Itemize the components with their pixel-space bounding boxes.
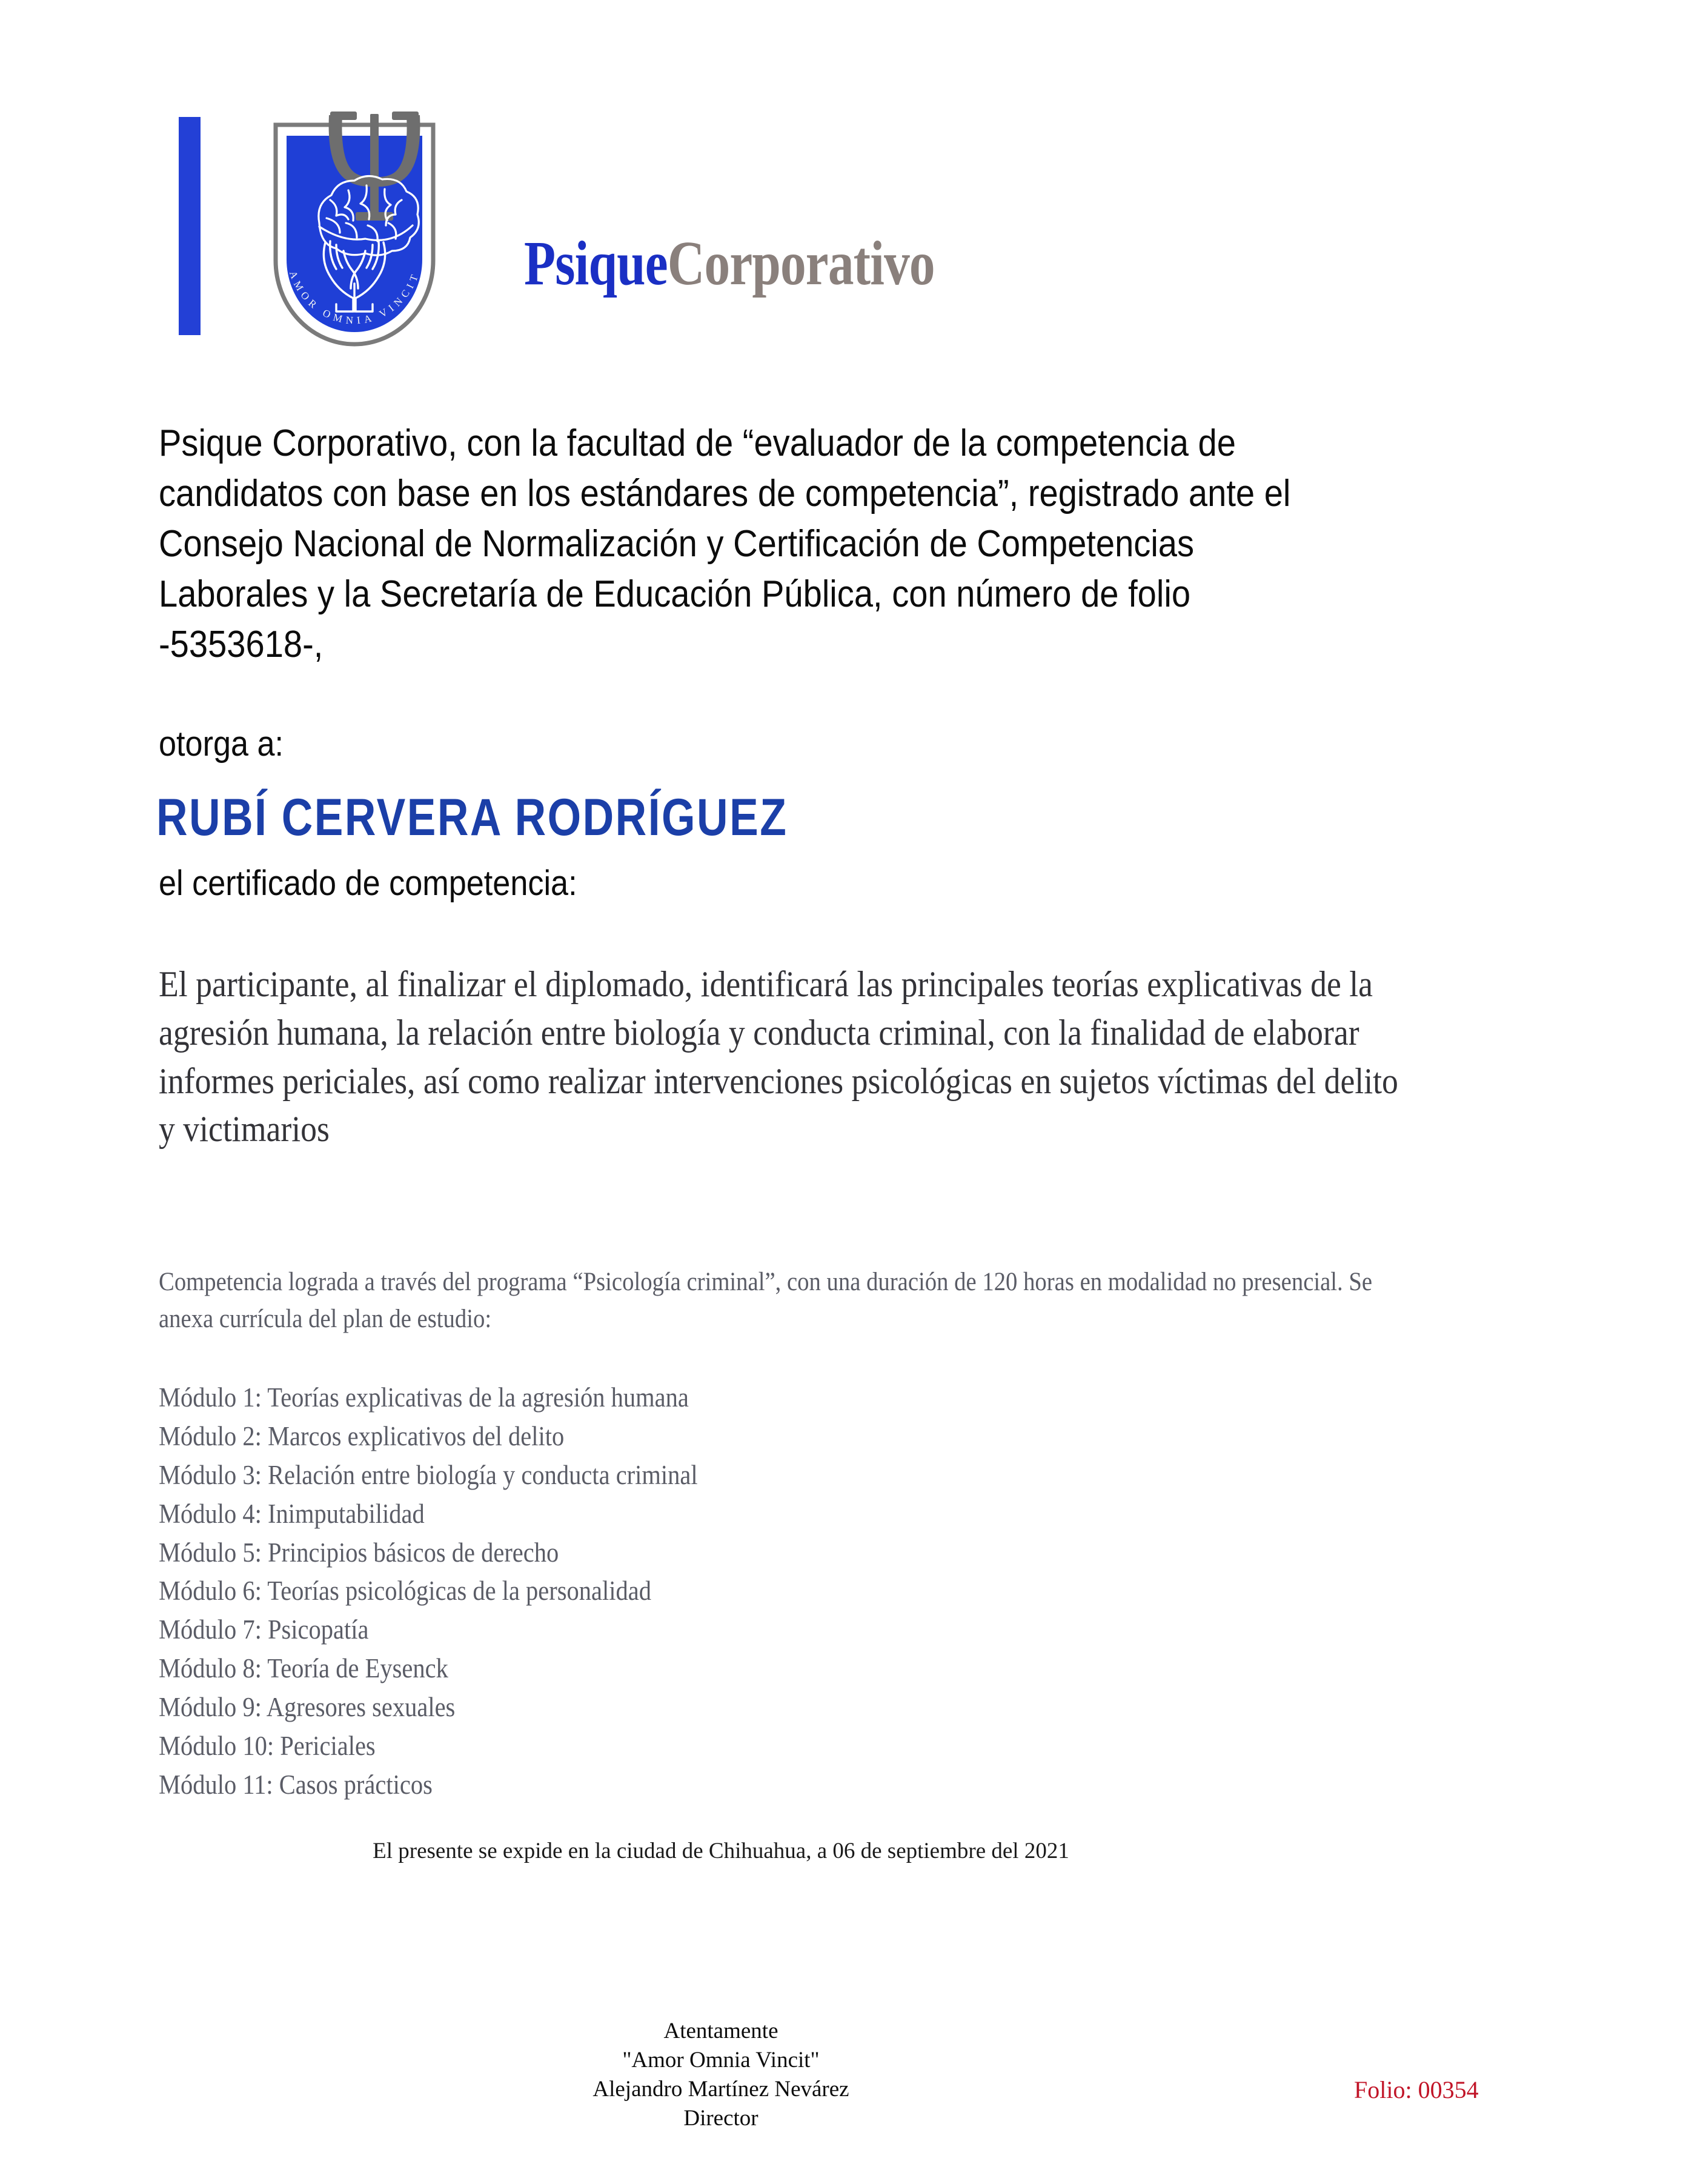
brand-wordmark [524,228,935,298]
competency-statement: El participante, al finalizar el diplomado, identificará las principales teorías explicativas de la agresión humana, la relación entre biología y conducta criminal, con la finalidad de elaborar informes periciales, así como realizar intervenciones psicológicas en sujetos víctimas del delito y victimarios [159,964,1398,1150]
intro-paragraph: Psique Corporativo, con la facultad de “evaluador de la competencia de candidatos con base en los estándares de competencia”, registrado ante el Consejo Nacional de Normalización y Certificación de Competencias Laborales y la Secretaría de Educación Pública, con número de folio -5353618-, [159,422,1291,666]
brand-accent-bar [179,117,201,335]
list-item: Módulo 5: Principios básicos de derecho [159,1537,559,1568]
certificate-header [179,108,1512,362]
otorga-label: otorga a: [159,724,284,764]
list-item: Módulo 3: Relación entre biología y conducta criminal [159,1459,698,1490]
list-item: Módulo 1: Teorías explicativas de la agresión humana [159,1382,689,1413]
list-item: Módulo 11: Casos prácticos [159,1769,433,1800]
list-item: Módulo 8: Teoría de Eysenck [159,1653,448,1684]
psique-shield-logo-icon [251,108,457,356]
list-item: Módulo 9: Agresores sexuales [159,1692,456,1723]
module-list [159,1379,1086,1805]
signature-block [0,2017,1442,2133]
brand-name-primary: Psique [524,228,668,298]
list-item: Módulo 2: Marcos explicativos del delito [159,1420,565,1451]
program-description: Competencia lograda a través del programa “Psicología criminal”, con una duración de 120 horas en modalidad no presencial. Se anexa currícula del plan de estudio: [159,1268,1373,1334]
signature-motto: "Amor Omnia Vincit" [622,2048,820,2073]
list-item: Módulo 6: Teorías psicológicas de la personalidad [159,1576,651,1606]
list-item: Módulo 4: Inimputabilidad [159,1498,425,1529]
certificate-label: el certificado de competencia: [159,864,577,903]
signer-name: Alejandro Martínez Nevárez [592,2077,849,2102]
signer-title: Director [683,2106,758,2131]
brand-name-secondary: Corporativo [667,228,935,298]
list-item: Módulo 7: Psicopatía [159,1614,369,1645]
signature-closing: Atentamente [663,2019,778,2043]
expedition-line: El presente se expide en la ciudad de Chihuahua, a 06 de septiembre del 2021 [373,1839,1069,1863]
recipient-name: RUBÍ CERVERA RODRÍGUEZ [156,788,788,847]
folio-number: Folio: 00354 [1354,2076,1479,2103]
list-item: Módulo 10: Periciales [159,1731,376,1762]
shield-motto: AMOR OMNIA VINCIT [287,269,422,327]
